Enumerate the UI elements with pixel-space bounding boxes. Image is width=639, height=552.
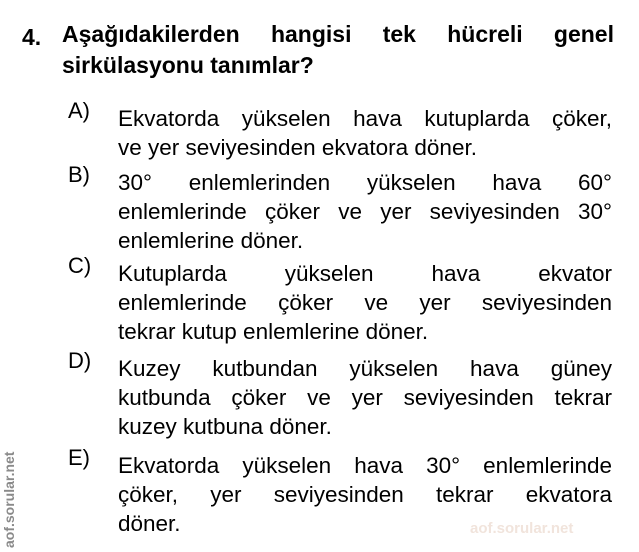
option-line: kutbunda çöker ve yer seviyesinden tekrar [118,385,612,410]
option-letter: C) [68,253,92,278]
option-line: enlemlerinde çöker ve yer seviyesinden [118,290,612,315]
option-line: tekrar kutup enlemlerine döner. [118,319,429,344]
option-text [118,354,612,441]
option-line: döner. [118,511,181,536]
option-line: Ekvatorda yükselen hava kutuplarda çöker, [118,106,612,131]
option-line: 30° enlemlerinden yükselen hava 60° [118,170,612,195]
option-line: Kuzey kutbundan yükselen hava güney [118,356,612,381]
option-text [118,259,612,346]
watermark: aof.sorular.net [470,520,574,537]
option-letter: E) [68,445,90,470]
question-line: Aşağıdakilerden hangisi tek hücreli genel [62,21,614,47]
option-line: ve yer seviyesinden ekvatora döner. [118,135,477,160]
option-letter: D) [68,348,92,373]
option-line: çöker, yer seviyesinden tekrar ekvatora [118,482,612,507]
option-line: Ekvatorda yükselen hava 30° enlemlerinde [118,453,612,478]
option-line: enlemlerinde çöker ve yer seviyesinden 30° [118,199,612,224]
option-letter: A) [68,98,90,123]
option-text [118,168,612,255]
question-line: sirkülasyonu tanımlar? [62,52,314,78]
side-label: aof.sorular.net [1,451,17,548]
question-text [62,19,614,81]
option-text [118,104,612,162]
option-letter: B) [68,162,90,187]
question-number: 4. [22,24,42,50]
option-line: kuzey kutbuna döner. [118,414,332,439]
option-line: Kutuplarda yükselen hava ekvator [118,261,612,286]
option-line: enlemlerine döner. [118,228,304,253]
